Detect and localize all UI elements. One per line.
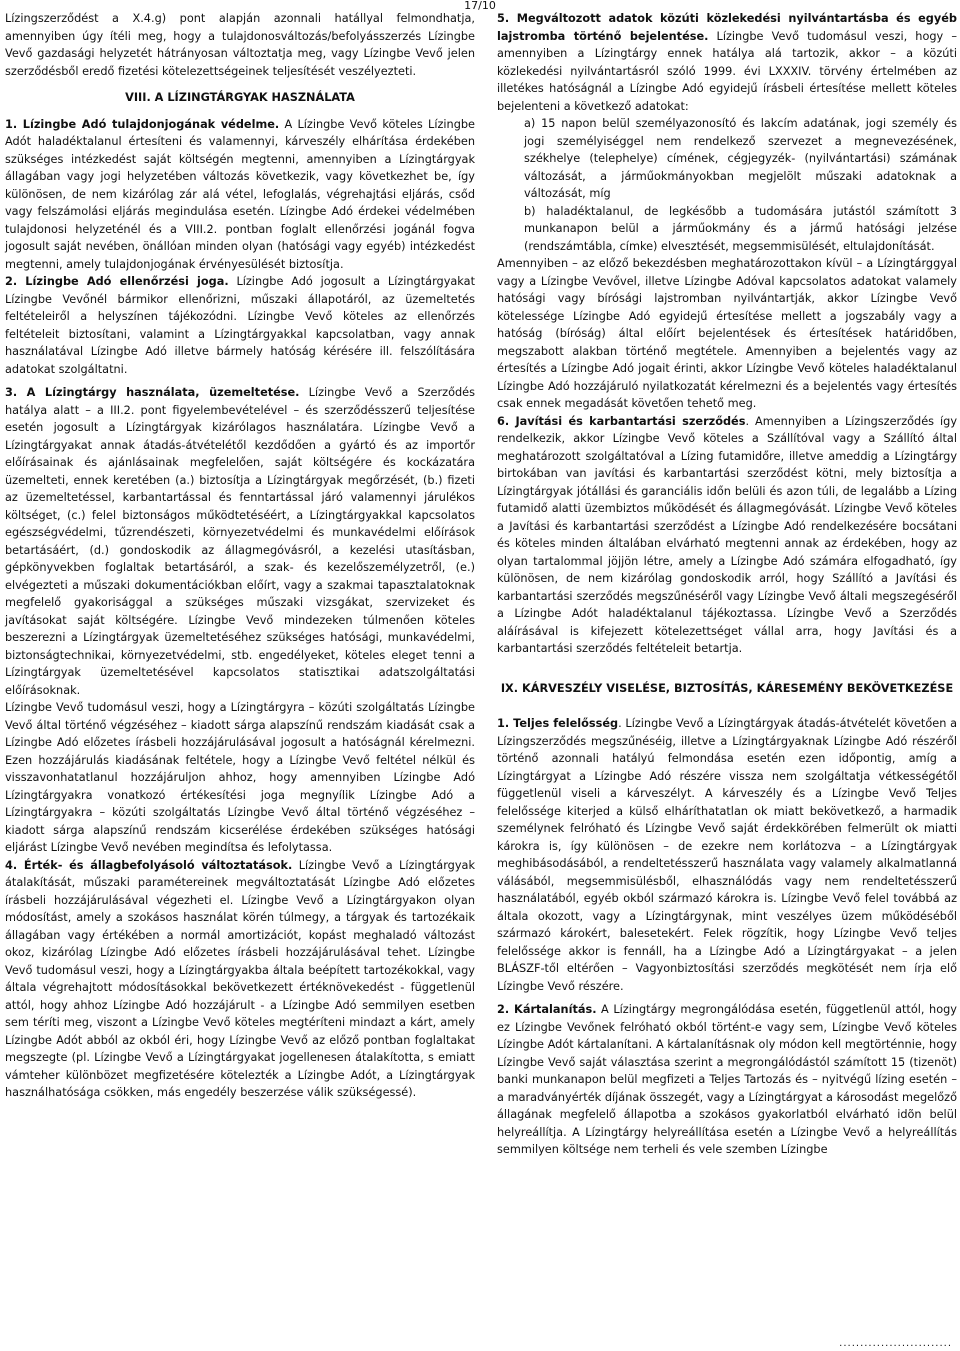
intro-paragraph: Lízingszerződést a X.4.g) pont alapján azonnali hatállyal felmondhatja, amennyiben úgy ítéli meg, hogy a tulajdonosváltozás/befolyásszerzés Lízingbe Vevő gazdasági helyzetét hátrányosan változtatja meg, vagy Lízingbe Vevő jelen szerződésből eredő fizetési kötelezettségeinek teljesítését veszélyezteti.: [5, 12, 475, 78]
section-5-title: 5. Megváltozott adatok közúti közlekedési nyilvántartásba és egyéb lajstromba történő bejelentése.: [497, 12, 957, 43]
section-3-paragraph-2: Lízingbe Vevő tudomásul veszi, hogy a Lízingtárgyra – közúti szolgáltatás Lízingbe Vevő által történő végzéséhez – kiadott sárga alapszínű rendszám kiadását csak a Lízingbe Adó előzetes írásbeli hozzájárulásával jogosult a hatóságnál kérelmezni. Ezen hozzájárulás kiadásának feltétele, hogy a Lízingbe Vevő feltétel nélkül és visszavonhatatlanul hozzájáruljon ahhoz, hogy amennyiben Lízingbe Adó Lízingtárgyakra vonatkozó értékesítési joga megnyílik Lízingbe Adó a Lízingtárgyakra – közúti szolgáltatás Lízingbe Vevő által történő végzéséhez – kiadott sárga alapszínű rendszám kicserélése érdekében szükséges hatósági eljárást Lízingbe Vevő nevében megindítsa és lefolytassa.: [5, 701, 475, 854]
section-2-paragraph: [5, 273, 475, 378]
chapter-heading-ix: IX. KÁRVESZÉLY VISELÉSE, BIZTOSÍTÁS, KÁRESEMÉNY BEKÖVETKEZÉSE: [500, 681, 954, 695]
section-4-paragraph: [5, 857, 475, 1102]
section-2-title: 2. Lízingbe Adó ellenőrzési joga.: [5, 275, 229, 288]
chapter-heading-viii: VIII. A LÍZINGTÁRGYAK HASZNÁLATA: [125, 91, 355, 104]
section-5-body: Lízingbe Vevő tudomásul veszi, hogy – amennyiben a Lízingtárgy ennek hatálya alá tartozik, akkor – a közúti közlekedési nyilvántartásról szóló 1999. évi LXXXIV. törvény értelmében az illetékes hatóságnál a Lízingbe Adó egyidejű írásbeli értesítése mellett köteles bejelenteni a következő adatokat:: [497, 29, 957, 113]
section-6-title: 6. Javítási és karbantartási szerződés: [497, 414, 746, 428]
footer-dots: ...........................: [839, 1338, 952, 1349]
ix-section-2-paragraph: [497, 1001, 957, 1159]
section-3-title: 3. A Lízingtárgy használata, üzemeltetése.: [5, 386, 300, 399]
ix-section-1-body: . Lízingbe Vevő a Lízingtárgyak átadás-átvételét követően a Lízingszerződés megszűnéséig, illetve a Lízingtárgyaknak Lízingbe Adó részéről történő azonnali hatályú felmondása esetén ezen időpontig, amíg a Lízingtárgyat a Lízingbe Adó részére vissza nem szolgáltatja vétkességétől függetlenül viseli a kárveszélyt. A kárveszély és a Lízingbe Vevő Teljes felelőssége kiterjed a külső elháríthatatlan ok miatt bekövetkező, a harmadik személynek felróható és Lízingbe Vevő saját érdekkörében felmerült ok miatti károkra is, így különösen – de ezekre nem korlátozva – a Lízingtárgyak meghibásodásából, a rendeltetésszerű használata vagy valamely alkalmatlanná válásából, megsemmisülésből, elhasználódás vagy nem rendeltetésszerű használatából, egyéb okból származó károkra is. Lízingbe Vevő felel továbbá az általa okozott, vagy a Lízingtárgynak, mint veszélyes üzem működéséből származó károkért, balesetekért. Felek rögzítik, hogy Lízingbe Vevő teljes felelőssége akkor is fennáll, ha a Lízingbe Adó a Lízingtárgyakat – a jelen BLÁSZF-től eltérően – Vagyonbiztosítási szerződés megkötését nem írja elő Lízingbe Vevő részére.: [497, 717, 957, 993]
ix-section-1-paragraph: [497, 715, 957, 995]
section-5-paragraph: [497, 10, 957, 115]
page-number: 17/10: [464, 0, 496, 12]
section-6-body: . Amennyiben a Lízingszerződés így rendelkezik, akkor Lízingbe Vevő köteles a Szállítóval vagy a Szállító által meghatározott szolgáltatóval a Lízing futamidőre, illetve ameddig a Lízingtárgy birtokában van javítási és karbantartási szerződést kötni, mely biztosítja a Lízingtárgyak jótállási és garanciális időn belüli és azon túli, de legalább a Lízing futamidő alatti üzembiztos működését és állagmegóvását. Lízingbe Vevő köteles a Javítási és karbantartási szerződést a Lízingbe Adó rendelkezésére bocsátani és köteles minden általában elvárható megtenni annak az érdekében, hogy az olyan tartalommal jöjjön létre, amely a Lízingbe Adó számára elfogadható, így különösen, de nem kizárólag gondoskodik arról, hogy Szállító a Javítási és karbantartási szerződés megszűnéséről vagy Lízingbe Vevő általi megszegéséről a Lízingbe Adót haladéktalanul tájékoztassa. Lízingbe Vevő a Szerződés aláírásával is kifejezett kötelezettséget vállal arra, hogy Javítási és a karbantartási szerződés feltételeit betartja.: [497, 414, 957, 655]
section-1-body: A Lízingbe Vevő köteles Lízingbe Adót haladéktalanul értesíteni és valamennyi, kárveszély elhárítása érdekében szükséges intézkedést saját költségén megtenni, amennyiben a Lízingtárgyak állagában vagy jogi helyzetében változás következik, vagy következhet be, így különösen, de nem kizárólag zár alá vétel, lefoglalás, végrehajtási eljárás, csőd vagy felszámolási eljárás megindulása esetén. Lízingbe Adó érdekei védelmében tulajdonosi helyzeténél és a VIII.2. pontban foglalt ellenőrzési jogánál fogva jogosult saját nevében, önállóan minden olyan (hatósági vagy egyéb) intézkedést megtenni, amely tulajdonjogának érvényesülését biztosítja.: [5, 117, 475, 271]
section-1-title: 1. Lízingbe Adó tulajdonjogának védelme.: [5, 117, 280, 131]
left-column: [5, 10, 475, 1102]
section-1-paragraph: [5, 116, 475, 274]
section-3-paragraph: [5, 384, 475, 699]
section-5-paragraph-2: Amennyiben – az előző bekezdésben meghatározottakon kívül – a Lízingtárggyal vagy a Lízingbe Vevővel, illetve Lízingbe Adóval kapcsolatos adatokat valamely hatósági vagy bírósági lajstromban nyilvántartják, akkor Lízingbe Vevő kötelessége Lízingbe Adó egyidejű értesítése mellett a jogszabály vagy a hatóság (bíróság) által előírt bejelentések és értesítések határidőben, megszabott alakban történő megtétele. Amennyiben a bejelentés vagy az értesítés a Lízingbe Adó jogait érinti, akkor Lízingbe Vevő köteles haladéktalanul Lízingbe Adó hozzájáruló nyilatkozatát kérelmezni és a bejelentés vagy értesítés csak ennek megadását követően tehető meg.: [497, 257, 957, 410]
section-4-title: 4. Érték- és állagbefolyásoló változtatások.: [5, 858, 293, 872]
ix-section-1-title: 1. Teljes felelősség: [497, 717, 619, 730]
right-column: [497, 10, 957, 1159]
section-6-paragraph: [497, 413, 957, 658]
section-3-body: Lízingbe Vevő a Szerződés hatálya alatt – a III.2. pont figyelembevételével – és szerződésszerű teljesítése esetén jogosult a Lízingtárgyak kizárólagos használatára. Lízingbe Vevő a Lízingtárgyakat annak átadás-átvételétől kezdődően a gyártó és az importőr előírásainak és ajánlásainak megfelelően, saját költségére és kockázatára üzemelteti, ennek keretében (a.) biztosítja a Lízingtárgyak megőrzését, (b.) fizeti az üzemeltetéssel, karbantartással és fenntartással járó valamennyi járulékos költséget, (c.) felel biztonságos működtetéséért, a Lízingtárgyakkal kapcsolatos egészségvédelmi, tűzrendészeti, környezetvédelmi és munkavédelmi előírások betartásáért, (d.) gondoskodik az állagmegóvásról, a kezelési utasításban, gépkönyvekben foglaltak betartásáról, a szak- és kezelőszemélyzetről, (e.) elvégezteti a műszaki dokumentációkban előírt, vagy a szakmai tapasztalatoknak megfelelő gyakorisággal a szükséges műszaki vizsgákat, szervizeket és javításokat saját költségére. Lízingbe Vevő mindezeken túlmenően köteles beszerezni a Lízingtárgyak üzemeltetéséhez szükséges hatósági, munkavédelmi, biztonságtechnikai, környezetvédelmi, stb. engedélyeket, köteles eleget tenni a Lízingtárgyak üzemeltetésével kapcsolatos statisztikai adatszolgáltatási előírásoknak.: [5, 386, 475, 697]
section-4-body: Lízingbe Vevő a Lízingtárgyak átalakítását, műszaki paramétereinek megváltoztatását Lízingbe Adó előzetes írásbeli hozzájárulásával végezheti el. Lízingbe Vevő a Lízingtárgyakon olyan módosítást, amely a szokásos használat körén túlmegy, a tárgyak és tartozékaik állagában vagy értékében a normál amortizációt, kopást meghaladó változást okoz, kizárólag Lízingbe Adó előzetes írásbeli hozzájárulásával tehet. Lízingbe Vevő tudomásul veszi, hogy a Lízingtárgyakba általa beépített tartozékokkal, vagy általa végrehajtott módosításokkal bekövetkezett értéknövekedést - függetlenül attól, hogy ahhoz Lízingbe Adó hozzájárult - a Lízingbe Adó semmilyen esetben sem téríti meg, viszont a Lízingbe Vevő köteles megtéríteni mindazt a kárt, amely Lízingbe Adót abból az okból éri, hogy Lízingbe Vevő az előző pontban foglaltakat megszegte (pl. Lízingbe Vevő a Lízingtárgyakat jogellenesen átalakította, s emiatt vámteher különbözet megfizetésére kötelezték a Lízingbe Adót, a Lízingtárgyak használhatósága csökken, más engedély beszerzése válik szükségessé).: [5, 858, 476, 1099]
section-5-item-a: a) 15 napon belül személyazonosító és lakcím adatának, jogi személy és jogi személyiséggel nem rendelkező szervezet a megnevezésének, székhelye (telephelye) címének, cégjegyzék- (nyilvántartási) számának változását, a járműokmányokban megjelölt műszaki adatoknak a változását, míg: [524, 117, 957, 200]
ix-section-2-title: 2. Kártalanítás.: [497, 1003, 597, 1016]
section-2-body: Lízingbe Adó jogosult a Lízingtárgyakat Lízingbe Vevőnél bármikor ellenőrizni, műszaki állapotáról, az üzemeltetés feltételeiről a helyszínen tájékozódni. Lízingbe Vevő köteles az ellenőrzés feltételeit biztosítani, valamint a Lízingtárgyakkal kapcsolatban, vagy annak használatával Lízingbe Adó illetve bármely hatóság kérésére ill. felszólítására adatokat szolgáltatni.: [5, 275, 476, 376]
section-5-item-b: b) haladéktalanul, de legkésőbb a tudomására jutástól számított 3 munkanapon belül a járműokmány és a jármű hatósági jelzése (rendszámtábla, címke) elvesztését, megsemmisülését, eltulajdonítását.: [524, 204, 957, 253]
ix-section-2-body: A Lízingtárgy megrongálódása esetén, függetlenül attól, hogy ez Lízingbe Vevőnek felróható okból történt-e vagy sem, Lízingbe Vevő köteles Lízingbe Adót kártalanítani. A kártalanításnak oly módon kell megtörténnie, hogy Lízingbe Vevő saját választása szerint a megrongálódástól számított 15 (tizenöt) banki munkanapon belül megfizeti a Teljes Tartozás és – nyitvégű lízing esetén – a maradványérték díjának összegét, vagy a Lízingtárgyat a károsodást megelőző állagának megfelelő állapotba a szokásos gyakorlatból elvárható idõn belül helyreállítja. A Lízingtárgy helyreállítása esetén a Lízingbe Vevő a helyreállítás semmilyen költsége nem terheli és vele szemben Lízingbe: [497, 1003, 957, 1156]
